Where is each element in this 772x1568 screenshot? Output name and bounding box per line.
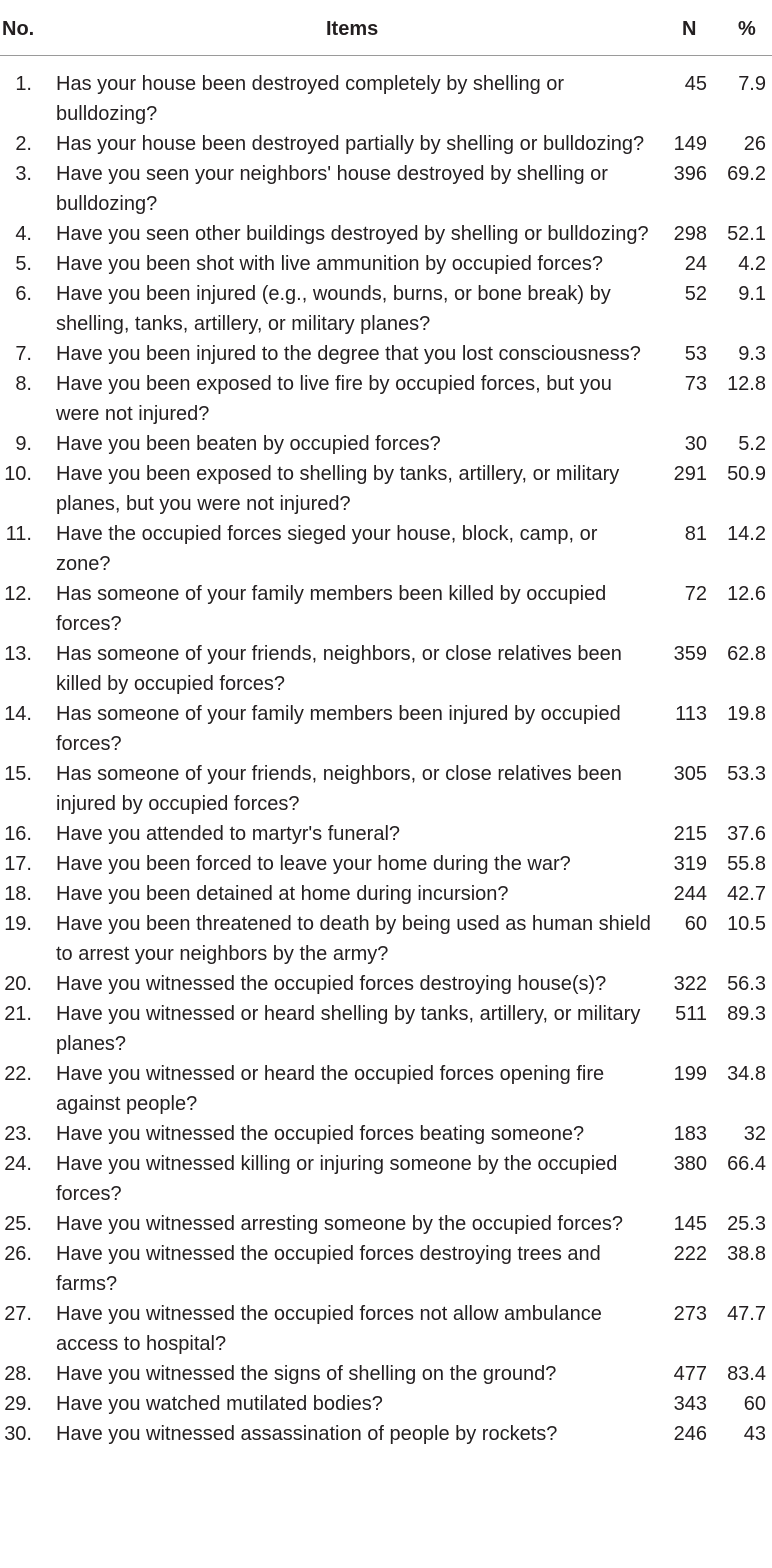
row-number: 25. — [4, 1213, 32, 1235]
row-percent: 32 — [743, 1123, 766, 1145]
row-item-text: Has your house been destroyed completely by shelling or bulldozing? — [56, 73, 565, 125]
row-number: 27. — [4, 1303, 32, 1325]
row-percent: 60 — [743, 1393, 766, 1415]
row-count: 322 — [673, 973, 707, 995]
row-percent: 42.7 — [727, 883, 766, 905]
row-number: 22. — [4, 1063, 32, 1085]
row-count: 149 — [673, 133, 707, 155]
table-row — [0, 339, 772, 369]
row-number: 29. — [4, 1393, 32, 1415]
row-item-text: Have you been exposed to live fire by occupied forces, but you were not injured? — [56, 373, 612, 425]
row-percent: 62.8 — [727, 643, 766, 665]
row-number: 28. — [4, 1363, 32, 1385]
table-row — [0, 1239, 772, 1299]
row-number: 10. — [4, 463, 32, 485]
row-number: 13. — [4, 643, 32, 665]
row-item-text: Have you been shot with live ammunition by occupied forces? — [56, 253, 603, 275]
table-row — [0, 369, 772, 429]
table-row — [0, 249, 772, 279]
row-item-text: Have you seen other buildings destroyed by shelling or bulldozing? — [56, 223, 649, 245]
row-count: 81 — [684, 523, 707, 545]
table-row — [0, 459, 772, 519]
row-percent: 10.5 — [727, 913, 766, 935]
row-percent: 4.2 — [738, 253, 766, 275]
row-count: 30 — [684, 433, 707, 455]
row-percent: 66.4 — [727, 1153, 766, 1175]
row-number: 3. — [15, 163, 32, 185]
table-row — [0, 69, 772, 129]
table-row — [0, 1299, 772, 1359]
row-count: 291 — [673, 463, 707, 485]
row-percent: 55.8 — [727, 853, 766, 875]
table-row — [0, 429, 772, 459]
row-item-text: Have you witnessed killing or injuring someone by the occupied forces? — [56, 1153, 618, 1205]
row-number: 19. — [4, 913, 32, 935]
row-number: 15. — [4, 763, 32, 785]
row-item-text: Have you witnessed the signs of shelling on the ground? — [56, 1363, 557, 1385]
row-item-text: Have you been threatened to death by being used as human shield to arrest your neighbors by the army? — [56, 913, 651, 965]
row-item-text: Has someone of your family members been injured by occupied forces? — [56, 703, 621, 755]
table-row — [0, 129, 772, 159]
row-count: 477 — [673, 1363, 707, 1385]
row-percent: 38.8 — [727, 1243, 766, 1265]
header-percent: % — [738, 18, 756, 40]
row-count: 222 — [673, 1243, 707, 1265]
table-row — [0, 759, 772, 819]
row-count: 246 — [673, 1423, 707, 1445]
row-count: 305 — [673, 763, 707, 785]
table-row — [0, 1119, 772, 1149]
row-percent: 52.1 — [727, 223, 766, 245]
row-item-text: Have you watched mutilated bodies? — [56, 1393, 383, 1415]
row-number: 5. — [15, 253, 32, 275]
row-count: 343 — [673, 1393, 707, 1415]
row-number: 26. — [4, 1243, 32, 1265]
row-number: 14. — [4, 703, 32, 725]
row-percent: 25.3 — [727, 1213, 766, 1235]
row-percent: 12.8 — [727, 373, 766, 395]
row-number: 12. — [4, 583, 32, 605]
row-item-text: Have you been forced to leave your home during the war? — [56, 853, 571, 875]
row-number: 6. — [15, 283, 32, 305]
row-item-text: Have you witnessed the occupied forces beating someone? — [56, 1123, 585, 1145]
row-percent: 50.9 — [727, 463, 766, 485]
row-item-text: Have you been beaten by occupied forces? — [56, 433, 441, 455]
row-percent: 14.2 — [727, 523, 766, 545]
row-count: 53 — [684, 343, 707, 365]
row-count: 45 — [684, 73, 707, 95]
row-number: 23. — [4, 1123, 32, 1145]
header-no: No. — [2, 18, 35, 40]
row-count: 145 — [673, 1213, 707, 1235]
row-percent: 5.2 — [738, 433, 766, 455]
row-item-text: Has someone of your friends, neighbors, or close relatives been killed by occupied forces? — [56, 643, 622, 695]
row-number: 30. — [4, 1423, 32, 1445]
table-row — [0, 999, 772, 1059]
table-row — [0, 1389, 772, 1419]
row-number: 11. — [5, 523, 32, 545]
row-number: 7. — [15, 343, 32, 365]
row-count: 511 — [675, 1003, 707, 1025]
table-row — [0, 969, 772, 999]
row-percent: 9.1 — [738, 283, 766, 305]
row-percent: 34.8 — [727, 1063, 766, 1085]
row-item-text: Has someone of your friends, neighbors, or close relatives been injured by occupied forces? — [56, 763, 622, 815]
row-percent: 26 — [743, 133, 766, 155]
table-row — [0, 699, 772, 759]
table-row — [0, 1359, 772, 1389]
row-item-text: Has your house been destroyed partially by shelling or bulldozing? — [56, 133, 645, 155]
row-count: 244 — [673, 883, 707, 905]
table-row — [0, 219, 772, 249]
row-item-text: Have you seen your neighbors' house destroyed by shelling or bulldozing? — [56, 163, 608, 215]
table-row — [0, 849, 772, 879]
row-item-text: Have you been exposed to shelling by tanks, artillery, or military planes, but you were not injured? — [56, 463, 620, 515]
row-item-text: Has someone of your family members been killed by occupied forces? — [56, 583, 607, 635]
row-item-text: Have you witnessed arresting someone by the occupied forces? — [56, 1213, 623, 1235]
row-count: 199 — [673, 1063, 707, 1085]
row-count: 183 — [673, 1123, 707, 1145]
table-header — [0, 0, 772, 56]
table-body — [0, 56, 772, 1449]
row-percent: 7.9 — [738, 73, 766, 95]
row-percent: 56.3 — [727, 973, 766, 995]
row-percent: 37.6 — [727, 823, 766, 845]
row-percent: 9.3 — [738, 343, 766, 365]
row-percent: 83.4 — [727, 1363, 766, 1385]
row-number: 24. — [4, 1153, 32, 1175]
row-item-text: Have you witnessed the occupied forces not allow ambulance access to hospital? — [56, 1303, 602, 1355]
table-row — [0, 519, 772, 579]
row-count: 359 — [673, 643, 707, 665]
row-count: 215 — [673, 823, 707, 845]
row-item-text: Have you witnessed assassination of people by rockets? — [56, 1423, 558, 1445]
table-row — [0, 1149, 772, 1209]
table-row — [0, 819, 772, 849]
table-row — [0, 1419, 772, 1449]
row-count: 319 — [673, 853, 707, 875]
row-count: 60 — [684, 913, 707, 935]
row-item-text: Have you attended to martyr's funeral? — [56, 823, 401, 845]
row-item-text: Have you witnessed the occupied forces destroying trees and farms? — [56, 1243, 601, 1295]
row-number: 1. — [15, 73, 32, 95]
row-number: 4. — [15, 223, 32, 245]
row-count: 380 — [673, 1153, 707, 1175]
table-row — [0, 1059, 772, 1119]
table-row — [0, 579, 772, 639]
row-percent: 53.3 — [727, 763, 766, 785]
row-item-text: Have you been detained at home during incursion? — [56, 883, 509, 905]
row-number: 9. — [15, 433, 32, 455]
row-item-text: Have you witnessed the occupied forces destroying house(s)? — [56, 973, 607, 995]
table-row — [0, 879, 772, 909]
row-percent: 43 — [743, 1423, 766, 1445]
header-n: N — [682, 18, 697, 40]
row-percent: 19.8 — [727, 703, 766, 725]
row-number: 16. — [4, 823, 32, 845]
table-row — [0, 1209, 772, 1239]
row-item-text: Have you witnessed or heard the occupied forces opening fire against people? — [56, 1063, 605, 1115]
row-percent: 12.6 — [727, 583, 766, 605]
row-count: 72 — [684, 583, 707, 605]
row-item-text: Have the occupied forces sieged your house, block, camp, or zone? — [56, 523, 598, 575]
row-percent: 47.7 — [727, 1303, 766, 1325]
row-number: 17. — [4, 853, 32, 875]
row-count: 273 — [673, 1303, 707, 1325]
row-number: 8. — [15, 373, 32, 395]
table-row — [0, 909, 772, 969]
row-count: 396 — [673, 163, 707, 185]
table-row — [0, 279, 772, 339]
row-number: 20. — [4, 973, 32, 995]
row-item-text: Have you been injured (e.g., wounds, burns, or bone break) by shelling, tanks, artillery, or military planes? — [56, 283, 611, 335]
row-percent: 89.3 — [727, 1003, 766, 1025]
row-percent: 69.2 — [727, 163, 766, 185]
header-items: Items — [326, 18, 379, 40]
table-row — [0, 159, 772, 219]
row-number: 2. — [15, 133, 32, 155]
row-count: 24 — [684, 253, 707, 275]
row-item-text: Have you been injured to the degree that you lost consciousness? — [56, 343, 641, 365]
row-count: 52 — [684, 283, 707, 305]
row-count: 73 — [684, 373, 707, 395]
row-number: 18. — [4, 883, 32, 905]
row-count: 113 — [675, 703, 707, 725]
row-number: 21. — [4, 1003, 32, 1025]
row-count: 298 — [673, 223, 707, 245]
row-item-text: Have you witnessed or heard shelling by tanks, artillery, or military planes? — [56, 1003, 641, 1055]
table-row — [0, 639, 772, 699]
